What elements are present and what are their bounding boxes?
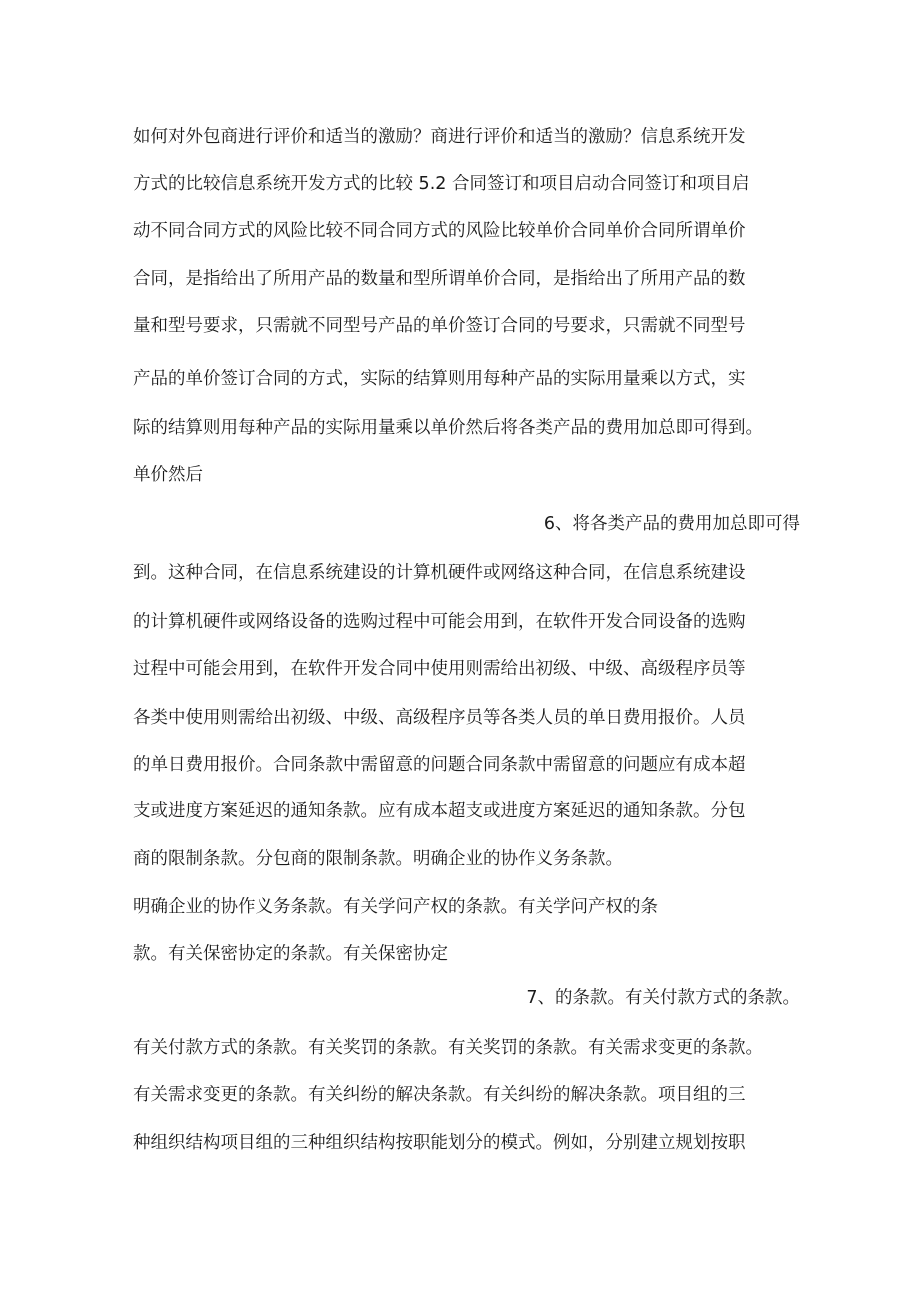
section-heading-7: 7、的条款。有关付款方式的条款。 xyxy=(526,988,800,1008)
text-line: 商的限制条款。分包商的限制条款。明确企业的协作义务条款。 xyxy=(133,849,623,869)
text-line: 产品的单价签订合同的方式，实际的结算则用每种产品的实际用量乘以方式，实 xyxy=(133,369,746,389)
section-heading-6: 6、将各类产品的费用加总即可得 xyxy=(543,514,800,534)
text-line: 到。这种合同，在信息系统建设的计算机硬件或网络这种合同，在信息系统建设 xyxy=(133,563,746,583)
text-line: 款。有关保密协定的条款。有关保密协定 xyxy=(133,944,448,964)
text-line: 各类中使用则需给出初级、中级、高级程序员等各类人员的单日费用报价。人员 xyxy=(133,708,746,728)
text-line: 有关付款方式的条款。有关奖罚的条款。有关奖罚的条款。有关需求变更的条款。 xyxy=(133,1038,763,1058)
text-line: 种组织结构项目组的三种组织结构按职能划分的模式。例如，分别建立规划按职 xyxy=(133,1133,746,1153)
text-line: 量和型号要求，只需就不同型号产品的单价签订合同的号要求，只需就不同型号 xyxy=(133,316,746,336)
text-line: 的单日费用报价。合同条款中需留意的问题合同条款中需留意的问题应有成本超 xyxy=(133,755,746,775)
text-line: 如何对外包商进行评价和适当的激励？商进行评价和适当的激励？信息系统开发 xyxy=(133,127,746,147)
text-line: 单价然后 xyxy=(133,465,203,485)
text-line: 过程中可能会用到，在软件开发合同中使用则需给出初级、中级、高级程序员等 xyxy=(133,659,746,679)
text-line: 合同，是指给出了所用产品的数量和型所谓单价合同，是指给出了所用产品的数 xyxy=(133,269,746,289)
text-line: 方式的比较信息系统开发方式的比较 5.2 合同签订和项目启动合同签订和项目启 xyxy=(133,174,750,194)
text-line: 明确企业的协作义务条款。有关学问产权的条款。有关学问产权的条 xyxy=(133,897,658,917)
text-line: 有关需求变更的条款。有关纠纷的解决条款。有关纠纷的解决条款。项目组的三 xyxy=(133,1085,746,1105)
text-line: 支或进度方案延迟的通知条款。应有成本超支或进度方案延迟的通知条款。分包 xyxy=(133,801,746,821)
text-line: 际的结算则用每种产品的实际用量乘以单价然后将各类产品的费用加总即可得到。 xyxy=(133,418,763,438)
text-line: 动不同合同方式的风险比较不同合同方式的风险比较单价合同单价合同所谓单价 xyxy=(133,221,746,241)
text-line: 的计算机硬件或网络设备的选购过程中可能会用到，在软件开发合同设备的选购 xyxy=(133,612,746,632)
